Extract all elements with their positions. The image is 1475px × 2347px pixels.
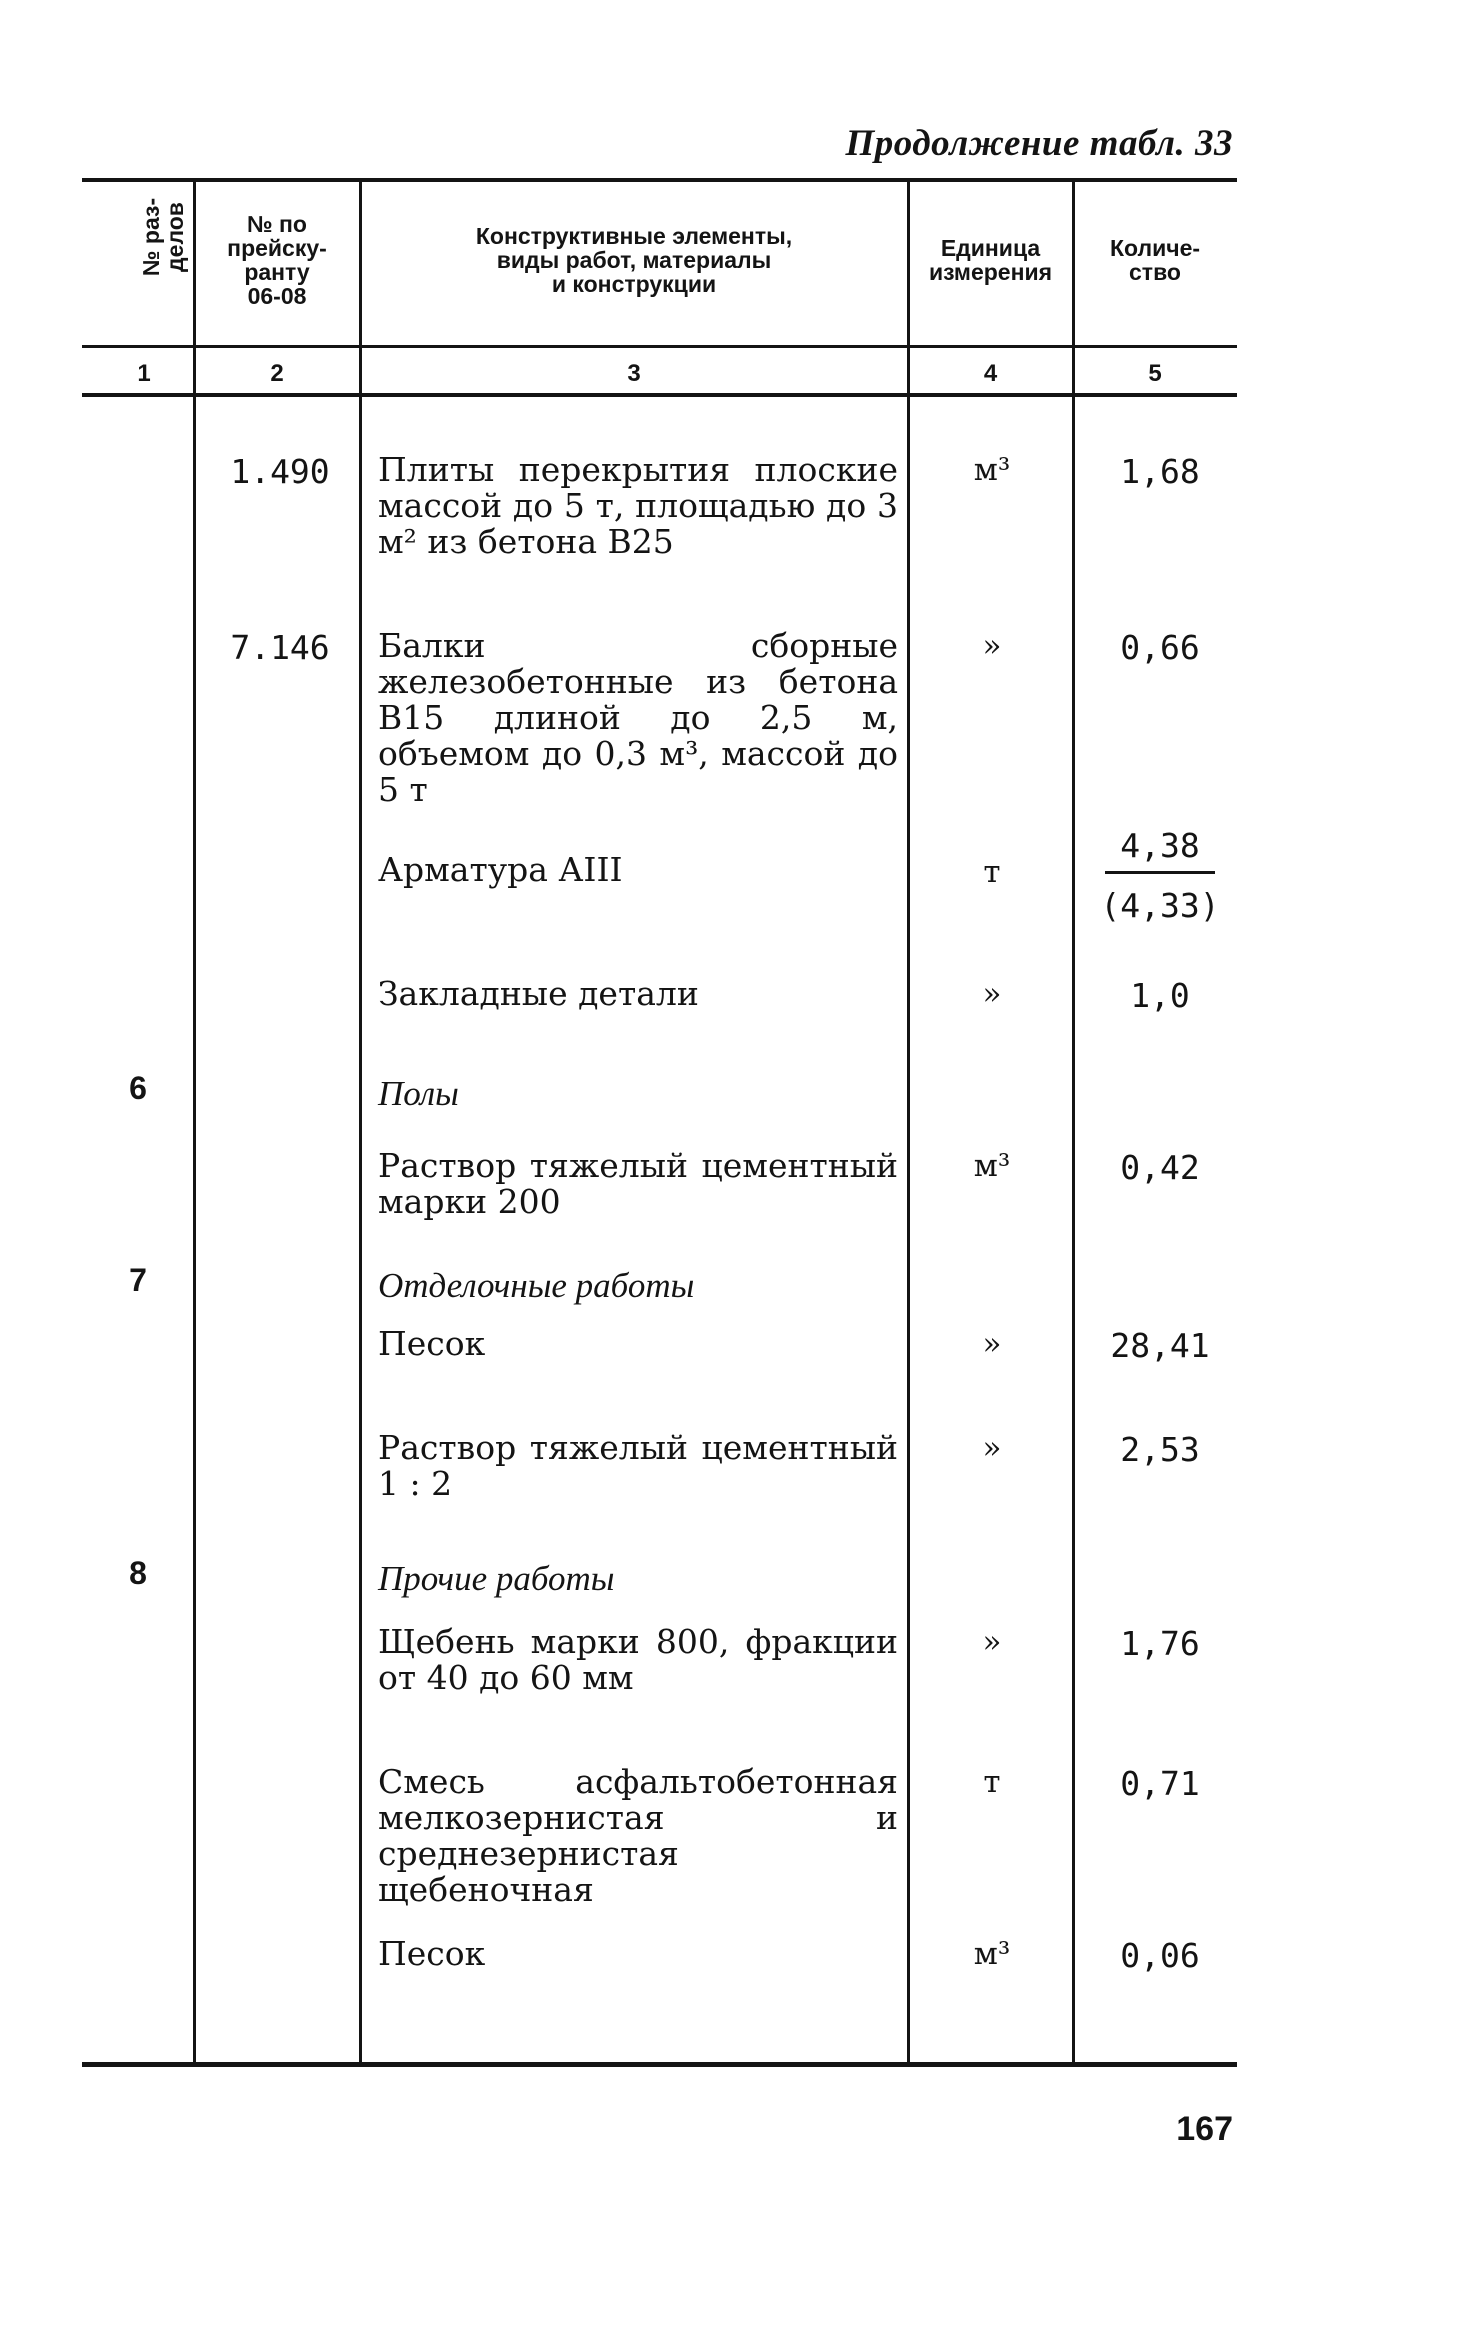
column-number-4: 4 [983,360,998,387]
section-title: Прочие работы [378,1559,615,1598]
work-description: Балки сборные железобетонные из бетона В15 длиной до 2,5 м, объемом до 0,3 м³, массой до 5 т [378,626,898,809]
work-description: Раствор тяжелый цементный марки 200 [378,1146,898,1221]
table-caption: Продолжение табл. 33 [845,123,1233,164]
table-top-rule [82,178,1237,182]
quantity-cell: 4,38 [1105,826,1215,874]
price-list-code: 7.146 [230,628,330,667]
unit-cell: т [983,1764,1001,1800]
page-number: 167 [1176,2110,1233,2148]
work-description: Арматура АIII [378,850,623,889]
section-title: Отделочные работы [378,1266,695,1305]
unit-cell: м³ [973,1148,1011,1184]
unit-cell: » [982,976,1002,1012]
unit-cell: » [982,1430,1002,1466]
work-description: Песок [378,1934,486,1973]
unit-cell: » [982,628,1002,664]
unit-cell: » [982,1326,1002,1362]
table-bottom-rule [82,2062,1237,2067]
header-quantity: Количе- ство [1109,235,1201,285]
work-description: Смесь асфальтобетонная мелкозернистая и среднезернистая щебеночная [378,1762,898,1909]
quantity-cell: 0,42 [1120,1148,1200,1187]
header-work-description: Конструктивные элементы, виды работ, материалы и конструкции [475,223,793,297]
header-price-list-number: № по прейску- ранту 06-08 [227,211,327,309]
unit-cell: м³ [973,1936,1011,1972]
unit-cell: » [982,1624,1002,1660]
price-list-code: 1.490 [230,452,330,491]
column-number-3: 3 [627,360,641,387]
quantity-cell: 0,71 [1120,1764,1200,1803]
quantity-cell: 28,41 [1110,1326,1210,1365]
quantity-cell: 2,53 [1120,1430,1200,1469]
column-number-2: 2 [270,360,284,387]
unit-cell: м³ [973,452,1011,488]
quantity-cell: 0,66 [1120,628,1200,667]
header-bottom-rule [82,345,1237,348]
quantity-alt-cell: (4,33) [1100,886,1220,925]
work-description: Плиты перекрытия плоские массой до 5 т, площадью до 3 м² из бетона В25 [378,450,898,561]
quantity-cell: 1,68 [1120,452,1200,491]
column-number-5: 5 [1148,360,1162,387]
work-description: Раствор тяжелый цементный 1 : 2 [378,1428,898,1503]
colnum-bottom-rule [82,393,1237,397]
quantity-cell: 1,76 [1120,1624,1200,1663]
header-section-number: № раз- делов [138,197,188,277]
quantity-cell: 1,0 [1130,976,1190,1015]
quantity-fraction [1080,826,1240,925]
section-title: Полы [378,1074,459,1113]
section-number: 7 [129,1262,147,1298]
work-description: Щебень марки 800, фракции от 40 до 60 мм [378,1622,898,1697]
section-number: 8 [129,1555,147,1591]
header-unit: Единица измерения [928,235,1053,285]
unit-cell: т [983,854,1001,890]
column-divider-1 [193,182,196,2062]
column-number-1: 1 [137,360,151,387]
quantity-cell: 0,06 [1120,1936,1200,1975]
column-divider-4 [1072,182,1075,2062]
work-description: Песок [378,1324,486,1363]
work-description: Закладные детали [378,974,699,1013]
column-divider-3 [907,182,910,2062]
section-number: 6 [129,1070,147,1106]
